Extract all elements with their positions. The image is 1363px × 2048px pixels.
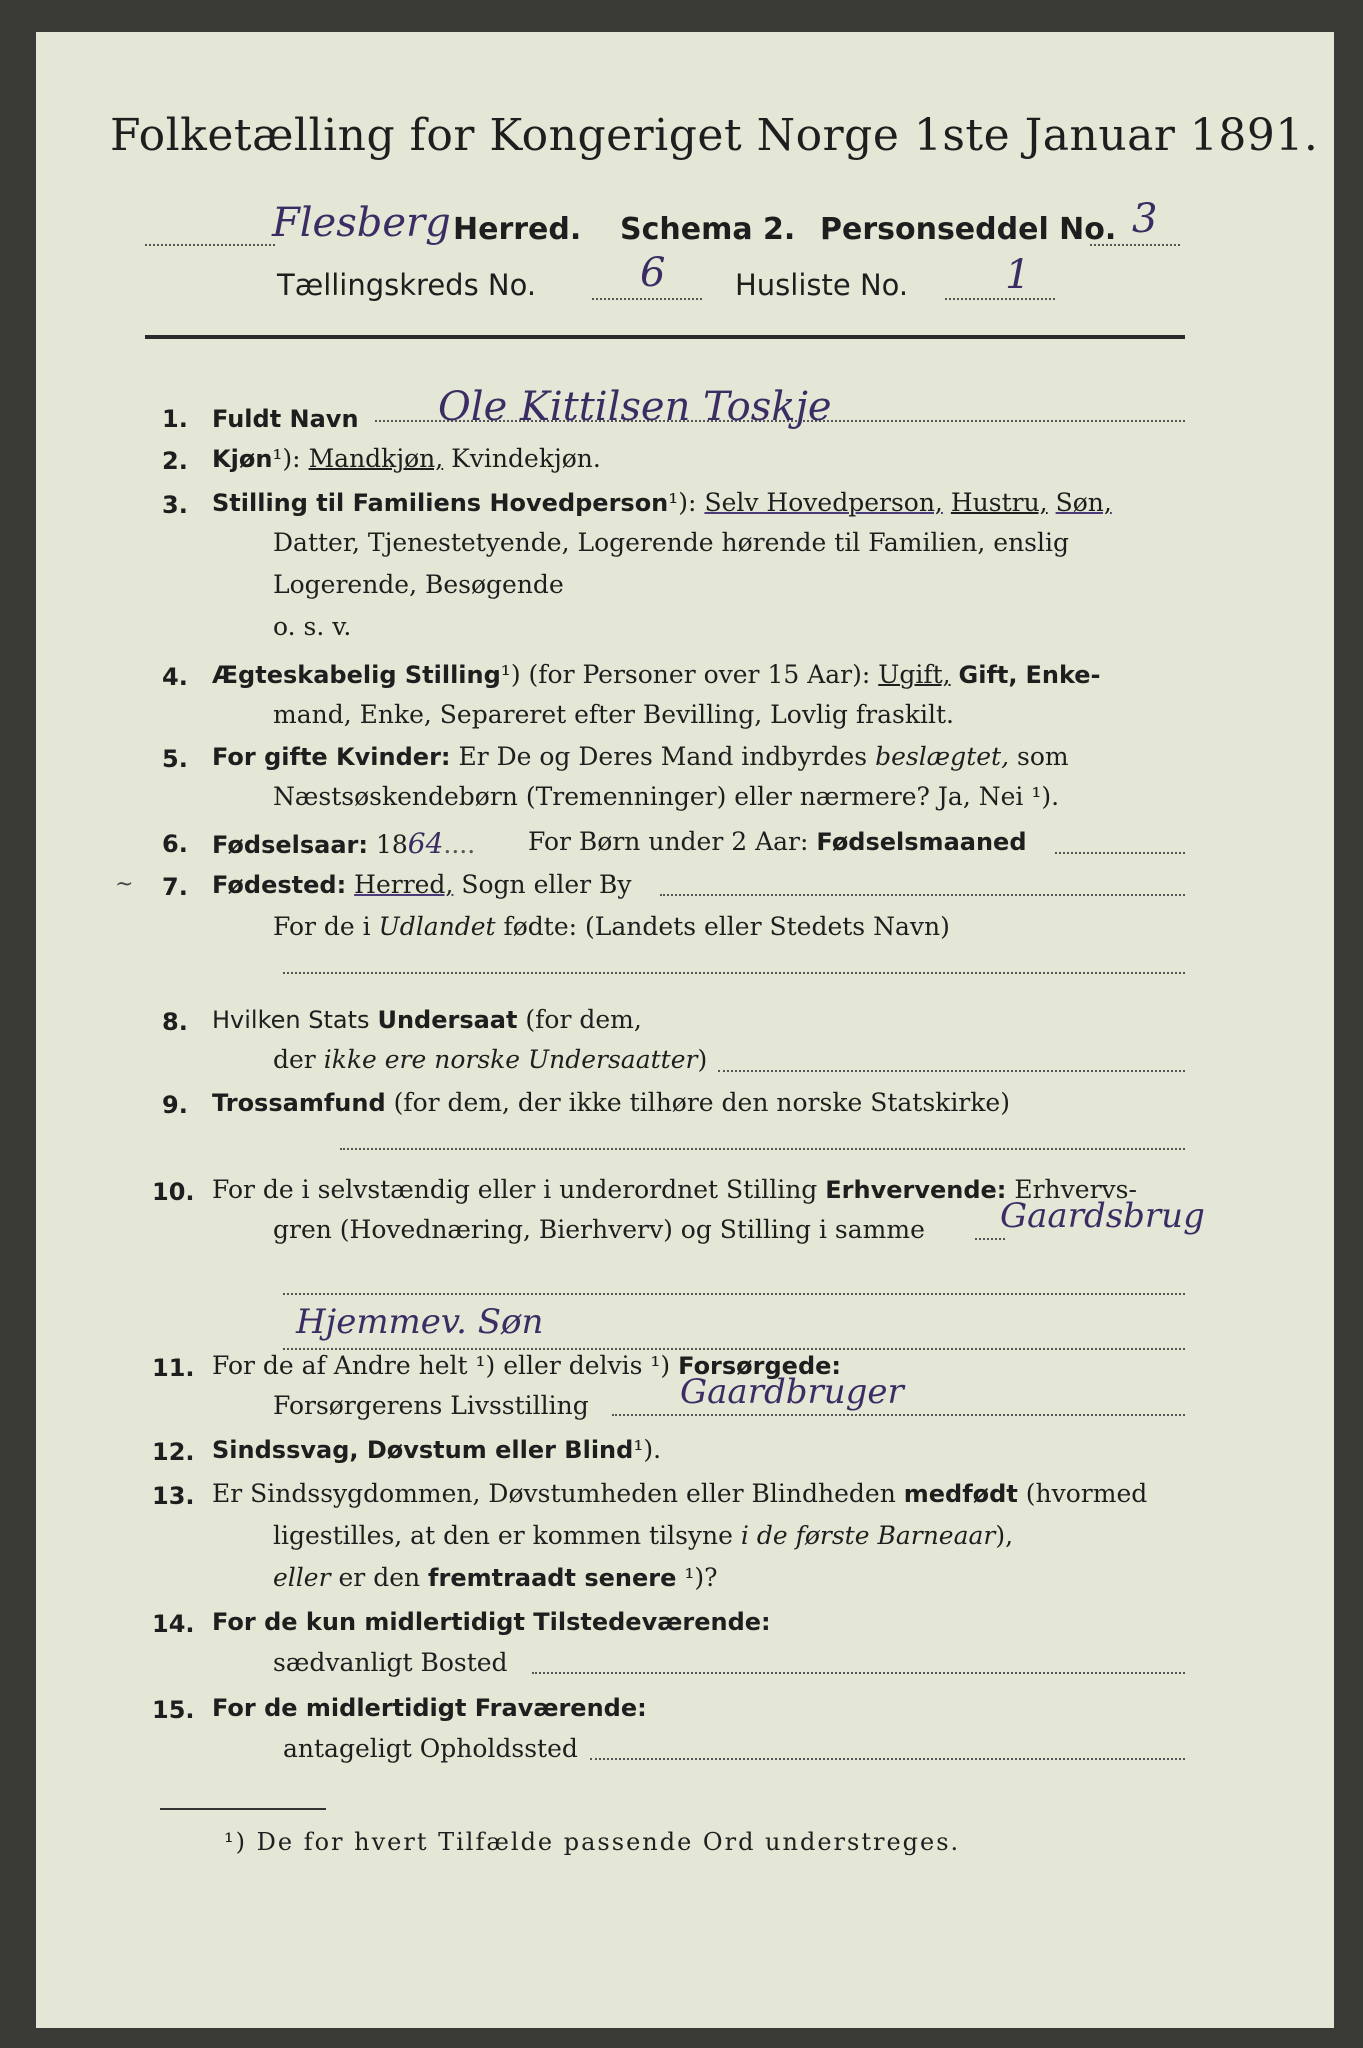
- q5-som: som: [1016, 742, 1069, 771]
- footnote-rule: [160, 1808, 326, 1810]
- q8-line2a: der: [273, 1045, 316, 1074]
- q14-line2: sædvanligt Bosted: [273, 1648, 508, 1677]
- q5-text: Er De og Deres Mand indbyrdes: [458, 742, 868, 771]
- personseddel-label: Personseddel No.: [820, 212, 1117, 247]
- q15-number: 15.: [152, 1696, 195, 1724]
- q13-line3b: er den: [338, 1563, 421, 1592]
- q9-number: 9.: [162, 1091, 188, 1119]
- q8-number: 8.: [162, 1008, 188, 1036]
- q13-line3c: fremtraadt senere: [428, 1564, 677, 1592]
- q10-answer1: Gaardsbrug: [1000, 1196, 1205, 1236]
- q2-label: Kjøn: [212, 445, 273, 473]
- q5-label: For gifte Kvinder:: [212, 743, 451, 771]
- q7-label: Fødested:: [212, 871, 347, 899]
- dotted-line: [945, 298, 1055, 300]
- personseddel-value: 3: [1132, 196, 1158, 242]
- form-title: Folketælling for Kongeriget Norge 1ste Januar 1891.: [110, 110, 1319, 161]
- q14-line: [532, 1672, 1185, 1674]
- q7-line2c: fødte: (Landets eller Stedets Navn): [503, 912, 950, 941]
- q7-option-herred: Herred,: [354, 870, 454, 899]
- q11-number: 11.: [152, 1354, 195, 1382]
- q6-text: For Børn under 2 Aar:: [528, 827, 809, 856]
- q12-label: Sindssvag, Døvstum eller Blind: [212, 1436, 634, 1464]
- q7-line2a: For de i: [273, 912, 371, 941]
- q9-line: [340, 1148, 1185, 1150]
- q15-label: For de midlertidigt Fraværende:: [212, 1694, 647, 1722]
- q11-line: [612, 1414, 1185, 1416]
- q3-line2: Datter, Tjenestetyende, Logerende hørende til Familien, enslig: [273, 528, 1070, 557]
- q11-text: For de af Andre helt ¹) eller delvis ¹): [212, 1351, 671, 1380]
- q6-label2: Fødselsmaaned: [816, 828, 1027, 856]
- q6-label: Fødselsaar:: [212, 831, 368, 859]
- q4-option-gift: Gift,: [958, 661, 1018, 689]
- q5-line2: Næstsøskendebørn (Tremenninger) eller nærmere? Ja, Nei ¹).: [273, 782, 1060, 811]
- dotted-line: [1090, 244, 1180, 246]
- q11-answer: Gaardbruger: [680, 1372, 904, 1412]
- herred-value: Flesberg: [272, 200, 451, 246]
- q9-text: (for dem, der ikke tilhøre den norske Statskirke): [393, 1088, 1010, 1117]
- q3-label: Stilling til Familiens Hovedperson: [212, 489, 669, 517]
- q8-line2c: ): [697, 1045, 708, 1074]
- q6-prefix: 18: [375, 830, 408, 859]
- q1-label: Fuldt Navn: [212, 405, 359, 433]
- q13-line2b: i de første Barneaar: [740, 1521, 996, 1550]
- q5-number: 5.: [162, 745, 188, 773]
- dotted-line: [592, 298, 702, 300]
- q15-line: [590, 1758, 1185, 1760]
- q12-sup: ¹).: [633, 1435, 662, 1464]
- q13-line3a: eller: [273, 1563, 331, 1592]
- q2-number: 2.: [162, 447, 188, 475]
- kreds-value: 6: [640, 250, 666, 296]
- q8-line2b: ikke ere norske Undersaatter: [323, 1045, 698, 1074]
- herred-label: Herred.: [453, 212, 582, 247]
- q3-option-selv: Selv Hovedperson,: [704, 488, 943, 517]
- q3-line3: Logerende, Besøgende: [273, 570, 564, 599]
- q5-beslaegtet: beslægtet,: [875, 742, 1010, 771]
- q12-number: 12.: [152, 1438, 195, 1466]
- q13-text: Er Sindssygdommen, Døvstumheden eller Blindheden: [212, 1479, 896, 1508]
- q10-line2: gren (Hovednæring, Bierhverv) og Stilling i samme: [273, 1215, 925, 1244]
- q10-line2-dots: [283, 1293, 1185, 1295]
- q14-number: 14.: [152, 1610, 195, 1638]
- q9-label: Trossamfund: [212, 1089, 386, 1117]
- q4-paren: ¹) (for Personer over 15 Aar):: [500, 660, 871, 689]
- q3-line4: o. s. v.: [273, 612, 352, 641]
- q6-value: 64: [407, 827, 444, 860]
- header-rule: [145, 335, 1185, 339]
- q10-number: 10.: [152, 1178, 195, 1206]
- q10-text2: Erhvervs-: [1014, 1175, 1137, 1204]
- q13-number: 13.: [152, 1482, 195, 1510]
- q4-label: Ægteskabelig Stilling: [212, 661, 501, 689]
- q8-line: [718, 1070, 1185, 1072]
- q11-line2: Forsørgerens Livsstilling: [273, 1391, 589, 1420]
- q10-answer2: Hjemmev. Søn: [296, 1302, 544, 1342]
- kreds-label: Tællingskreds No.: [277, 268, 537, 302]
- q13-medfodt: medfødt: [903, 1480, 1018, 1508]
- q3-number: 3.: [162, 491, 188, 519]
- q7-line: [660, 894, 1185, 896]
- husliste-value: 1: [1005, 252, 1031, 298]
- q10-text: For de i selvstændig eller i underordnet Stilling: [212, 1175, 818, 1204]
- q2-sup: ¹):: [272, 444, 301, 473]
- q2-option-kvindekjon: Kvindekjøn.: [451, 444, 601, 473]
- q8-text: (for dem,: [525, 1005, 642, 1034]
- q4-option-ugift: Ugift,: [878, 660, 951, 689]
- q1-answer: Ole Kittilsen Toskje: [438, 384, 832, 430]
- q4-option-enke: Enke-: [1025, 661, 1101, 689]
- q10-line: [975, 1238, 1005, 1240]
- q15-line2: antageligt Opholdssted: [283, 1734, 578, 1763]
- q1-number: 1.: [162, 405, 188, 433]
- q7-foreign-line: [283, 972, 1185, 974]
- q4-number: 4.: [162, 663, 188, 691]
- q8-label: Hvilken Stats: [212, 1006, 370, 1034]
- q13-line3d: ¹)?: [684, 1563, 718, 1592]
- q6-month-line: [1055, 852, 1185, 854]
- dotted-line: [145, 244, 275, 246]
- q13-text2: (hvormed: [1025, 1479, 1148, 1508]
- q11-label: Forsørgede:: [678, 1352, 842, 1380]
- q3-option-son: Søn,: [1055, 488, 1112, 517]
- q14-label: For de kun midlertidigt Tilstedeværende:: [212, 1608, 771, 1636]
- husliste-label: Husliste No.: [735, 268, 909, 302]
- q6-number: 6.: [162, 830, 188, 858]
- q13-line2a: ligestilles, at den er kommen tilsyne: [273, 1521, 733, 1550]
- margin-mark: ~: [115, 872, 134, 897]
- q2-option-mandkjon: Mandkjøn,: [308, 444, 444, 473]
- q7-rest: Sogn eller By: [461, 870, 632, 899]
- q3-option-hustru: Hustru,: [950, 488, 1048, 517]
- footnote: ¹) De for hvert Tilfælde passende Ord understreges.: [224, 1828, 961, 1856]
- q7-line2b: Udlandet: [378, 912, 496, 941]
- q4-line2: mand, Enke, Separeret efter Bevilling, Lovlig fraskilt.: [273, 700, 954, 729]
- q8-label2: Undersaat: [377, 1006, 518, 1034]
- q10-line3-dots: [283, 1348, 1185, 1350]
- q10-label: Erhvervende:: [825, 1176, 1007, 1204]
- q7-number: 7.: [162, 873, 188, 901]
- q13-line2c: ),: [995, 1521, 1014, 1550]
- q3-sup: ¹):: [668, 488, 697, 517]
- schema-label: Schema 2.: [620, 212, 796, 247]
